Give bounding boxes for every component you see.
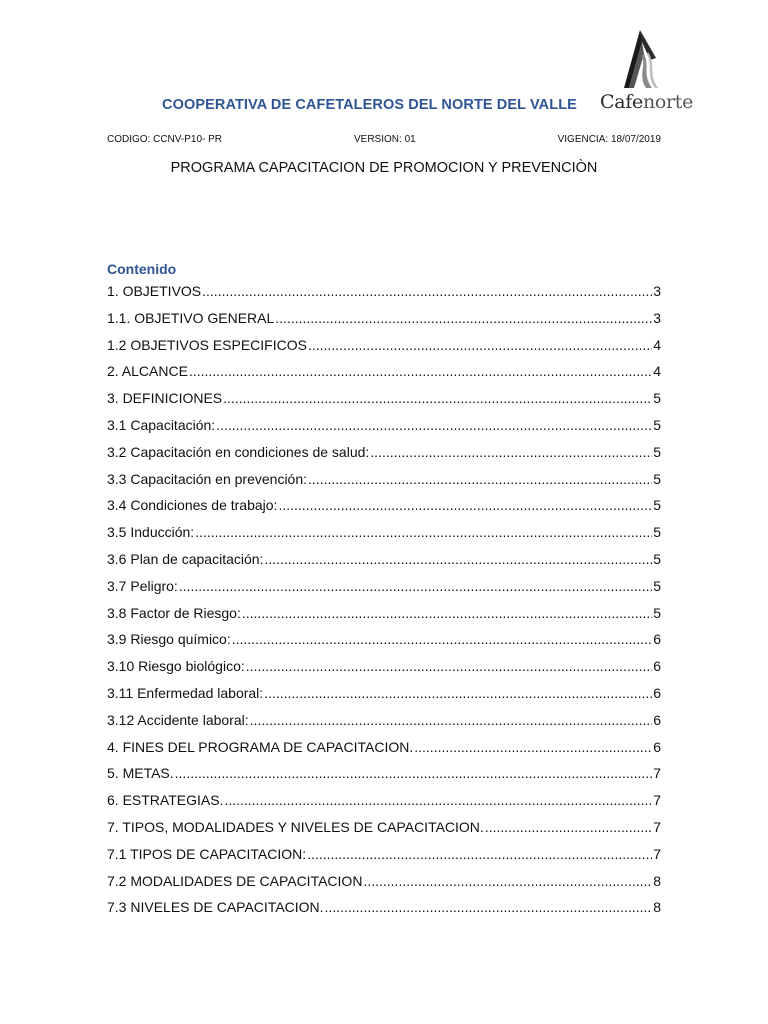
toc-entry[interactable] <box>107 389 661 416</box>
toc-entry-page: 4 <box>653 363 661 380</box>
toc-entry-label: 3.1 Capacitación: <box>107 416 216 433</box>
toc-entry-label: 1.1. OBJETIVO GENERAL <box>107 309 275 326</box>
toc-dot-leader <box>250 711 653 729</box>
toc-dot-leader <box>275 309 652 327</box>
toc-entry[interactable] <box>107 604 661 631</box>
toc-dot-leader <box>175 764 653 782</box>
toc-dot-leader <box>370 443 652 461</box>
toc-entry[interactable] <box>107 336 661 363</box>
toc-entry-label: 3.6 Plan de capacitación: <box>107 550 264 567</box>
toc-dot-leader <box>179 577 652 595</box>
document-version: VERSION: 01 <box>354 134 416 145</box>
toc-entry-page: 7 <box>653 792 661 809</box>
toc-entry[interactable] <box>107 362 661 389</box>
toc-entry[interactable] <box>107 764 661 791</box>
toc-entry-label: 7.2 MODALIDADES DE CAPACITACION <box>107 872 363 889</box>
toc-entry-page: 4 <box>653 336 661 353</box>
toc-entry[interactable] <box>107 470 661 497</box>
toc-heading: Contenido <box>107 261 177 277</box>
document-title: PROGRAMA CAPACITACION DE PROMOCION Y PREVENCIÒN <box>170 160 598 176</box>
toc-entry-page: 5 <box>653 524 661 541</box>
toc-entry[interactable] <box>107 309 661 336</box>
toc-entry[interactable] <box>107 898 661 925</box>
logo-word-part1: Cafe <box>600 91 643 113</box>
toc-entry[interactable] <box>107 738 661 765</box>
table-of-contents <box>107 282 661 925</box>
toc-entry-page: 5 <box>653 550 661 567</box>
organization-name: COOPERATIVA DE CAFETALEROS DEL NORTE DEL VALLE <box>162 97 577 113</box>
toc-dot-leader <box>246 657 652 675</box>
toc-entry-page: 6 <box>653 658 661 675</box>
toc-dot-leader <box>308 336 652 354</box>
toc-entry-label: 1.2 OBJETIVOS ESPECIFICOS <box>107 336 307 353</box>
toc-entry-page: 6 <box>653 631 661 648</box>
toc-entry-label: 7. TIPOS, MODALIDADES Y NIVELES DE CAPACITACION. <box>107 818 484 835</box>
toc-entry-label: 5. METAS. <box>107 765 174 782</box>
toc-dot-leader <box>278 496 652 514</box>
toc-entry[interactable] <box>107 818 661 845</box>
toc-entry-page: 5 <box>653 390 661 407</box>
toc-entry-label: 3.2 Capacitación en condiciones de salud: <box>107 443 370 460</box>
toc-entry[interactable] <box>107 523 661 550</box>
toc-entry[interactable] <box>107 845 661 872</box>
toc-dot-leader <box>189 362 652 380</box>
document-validity: VIGENCIA: 18/07/2019 <box>557 134 661 145</box>
toc-entry[interactable] <box>107 791 661 818</box>
toc-entry[interactable] <box>107 496 661 523</box>
toc-entry-label: 3.5 Inducción: <box>107 524 195 541</box>
toc-dot-leader <box>264 684 652 702</box>
toc-entry-page: 7 <box>653 818 661 835</box>
toc-dot-leader <box>202 282 652 300</box>
toc-dot-leader <box>242 604 652 622</box>
toc-entry[interactable] <box>107 550 661 577</box>
toc-entry-page: 6 <box>653 738 661 755</box>
toc-entry-page: 6 <box>653 684 661 701</box>
toc-dot-leader <box>414 738 652 756</box>
toc-entry-page: 7 <box>653 845 661 862</box>
toc-entry-page: 5 <box>653 470 661 487</box>
toc-entry-label: 3. DEFINICIONES <box>107 390 223 407</box>
toc-entry-page: 5 <box>653 416 661 433</box>
toc-entry[interactable] <box>107 684 661 711</box>
toc-entry-label: 3.9 Riesgo químico: <box>107 631 231 648</box>
toc-entry-label: 3.12 Accidente laboral: <box>107 711 249 728</box>
toc-entry-label: 4. FINES DEL PROGRAMA DE CAPACITACION. <box>107 738 414 755</box>
toc-dot-leader <box>325 898 653 916</box>
toc-dot-leader <box>363 872 652 890</box>
toc-entry-page: 5 <box>653 577 661 594</box>
toc-entry-page: 8 <box>653 872 661 889</box>
toc-dot-leader <box>224 791 652 809</box>
toc-entry[interactable] <box>107 416 661 443</box>
toc-dot-leader <box>485 818 652 836</box>
toc-entry-label: 3.8 Factor de Riesgo: <box>107 604 241 621</box>
toc-entry-label: 3.3 Capacitación en prevención: <box>107 470 308 487</box>
toc-entry-page: 3 <box>653 309 661 326</box>
toc-entry-label: 6. ESTRATEGIAS. <box>107 792 224 809</box>
document-code: CODIGO: CCNV-P10- PR <box>107 134 223 145</box>
toc-entry-page: 3 <box>653 283 661 299</box>
logo-word-part2: norte <box>642 91 694 113</box>
toc-dot-leader <box>307 845 652 863</box>
toc-entry-label: 7.1 TIPOS DE CAPACITACION: <box>107 845 307 862</box>
toc-entry-page: 8 <box>653 899 661 916</box>
logo-wordmark <box>600 91 693 113</box>
toc-entry-label: 1. OBJETIVOS <box>107 283 202 299</box>
toc-dot-leader <box>223 389 652 407</box>
toc-entry[interactable] <box>107 872 661 899</box>
toc-dot-leader <box>308 470 652 488</box>
toc-dot-leader <box>264 550 652 568</box>
toc-entry[interactable] <box>107 282 661 309</box>
toc-entry[interactable] <box>107 630 661 657</box>
toc-entry-page: 7 <box>653 765 661 782</box>
toc-dot-leader <box>216 416 652 434</box>
toc-entry-page: 5 <box>653 497 661 514</box>
toc-dot-leader <box>195 523 652 541</box>
toc-entry[interactable] <box>107 657 661 684</box>
toc-entry-page: 6 <box>653 711 661 728</box>
toc-entry-label: 3.11 Enfermedad laboral: <box>107 684 264 701</box>
toc-entry[interactable] <box>107 443 661 470</box>
toc-entry-label: 3.4 Condiciones de trabajo: <box>107 497 278 514</box>
toc-entry-label: 3.7 Peligro: <box>107 577 178 594</box>
toc-entry[interactable] <box>107 577 661 604</box>
toc-entry-label: 2. ALCANCE <box>107 363 188 380</box>
toc-entry-label: 7.3 NIVELES DE CAPACITACION. <box>107 899 324 916</box>
toc-dot-leader <box>232 630 652 648</box>
toc-entry-page: 5 <box>653 604 661 621</box>
toc-entry-page: 5 <box>653 443 661 460</box>
toc-entry-label: 3.10 Riesgo biológico: <box>107 658 245 675</box>
toc-entry[interactable] <box>107 711 661 738</box>
